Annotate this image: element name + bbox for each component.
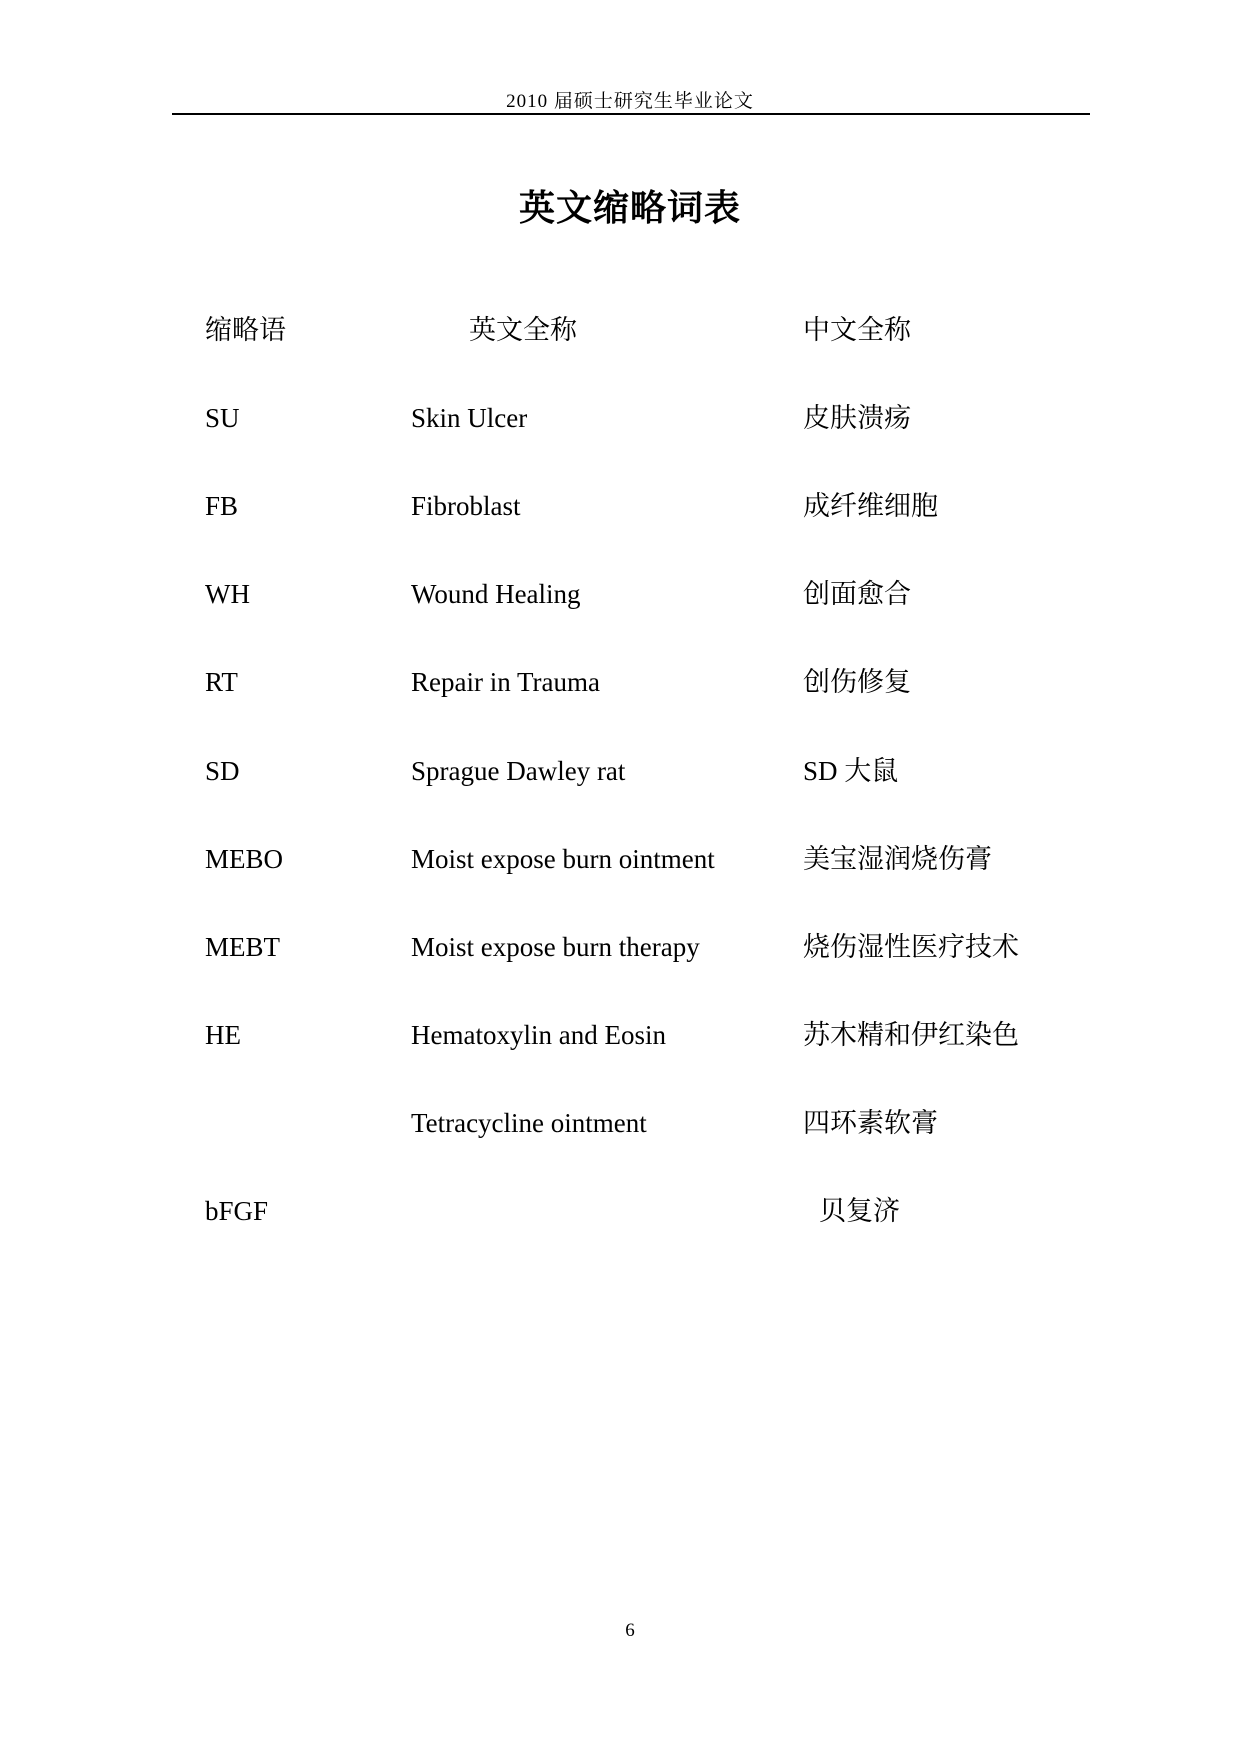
abbreviation-cell: FB: [205, 491, 239, 521]
abbreviation-cell: bFGF: [205, 1196, 269, 1226]
column-header-english: 英文全称: [469, 315, 577, 345]
english-term-cell: Repair in Trauma: [411, 667, 600, 697]
english-term-cell: Moist expose burn ointment: [411, 844, 715, 874]
english-term-cell: Moist expose burn therapy: [411, 932, 700, 962]
abbreviation-cell: SD: [205, 756, 240, 786]
english-term-cell: Wound Healing: [411, 579, 581, 609]
abbreviation-cell: RT: [205, 667, 238, 697]
chinese-term-cell: 皮肤溃疡: [803, 403, 911, 433]
chinese-term-cell: 苏木精和伊红染色: [803, 1020, 1019, 1050]
chinese-term-cell: 成纤维细胞: [803, 491, 938, 521]
abbreviation-cell: MEBO: [205, 844, 284, 874]
english-term-cell: Skin Ulcer: [411, 403, 528, 433]
page-number: 6: [625, 1620, 635, 1641]
chinese-term-cell: SD 大鼠: [803, 756, 899, 786]
running-header: 2010 届硕士研究生毕业论文: [506, 91, 754, 112]
english-term-cell: Tetracycline ointment: [411, 1108, 647, 1138]
chinese-term-cell: 创伤修复: [803, 667, 911, 697]
column-header-abbreviation: 缩略语: [205, 315, 286, 345]
column-header-chinese: 中文全称: [803, 315, 911, 345]
chinese-term-cell: 烧伤湿性医疗技术: [803, 932, 1019, 962]
chinese-term-cell: 创面愈合: [803, 579, 911, 609]
english-term-cell: Fibroblast: [411, 491, 521, 521]
english-term-cell: Hematoxylin and Eosin: [411, 1020, 666, 1050]
header-rule: [172, 113, 1090, 115]
chinese-term-cell: 四环素软膏: [803, 1108, 938, 1138]
english-term-cell: Sprague Dawley rat: [411, 756, 626, 786]
abbreviation-cell: SU: [205, 403, 240, 433]
page-title: 英文缩略词表: [518, 188, 741, 229]
abbreviation-cell: WH: [205, 579, 250, 609]
chinese-term-cell: 贝复济: [819, 1196, 900, 1226]
abbreviation-cell: HE: [205, 1020, 241, 1050]
chinese-term-cell: 美宝湿润烧伤膏: [803, 844, 992, 874]
abbreviation-cell: MEBT: [205, 932, 281, 962]
